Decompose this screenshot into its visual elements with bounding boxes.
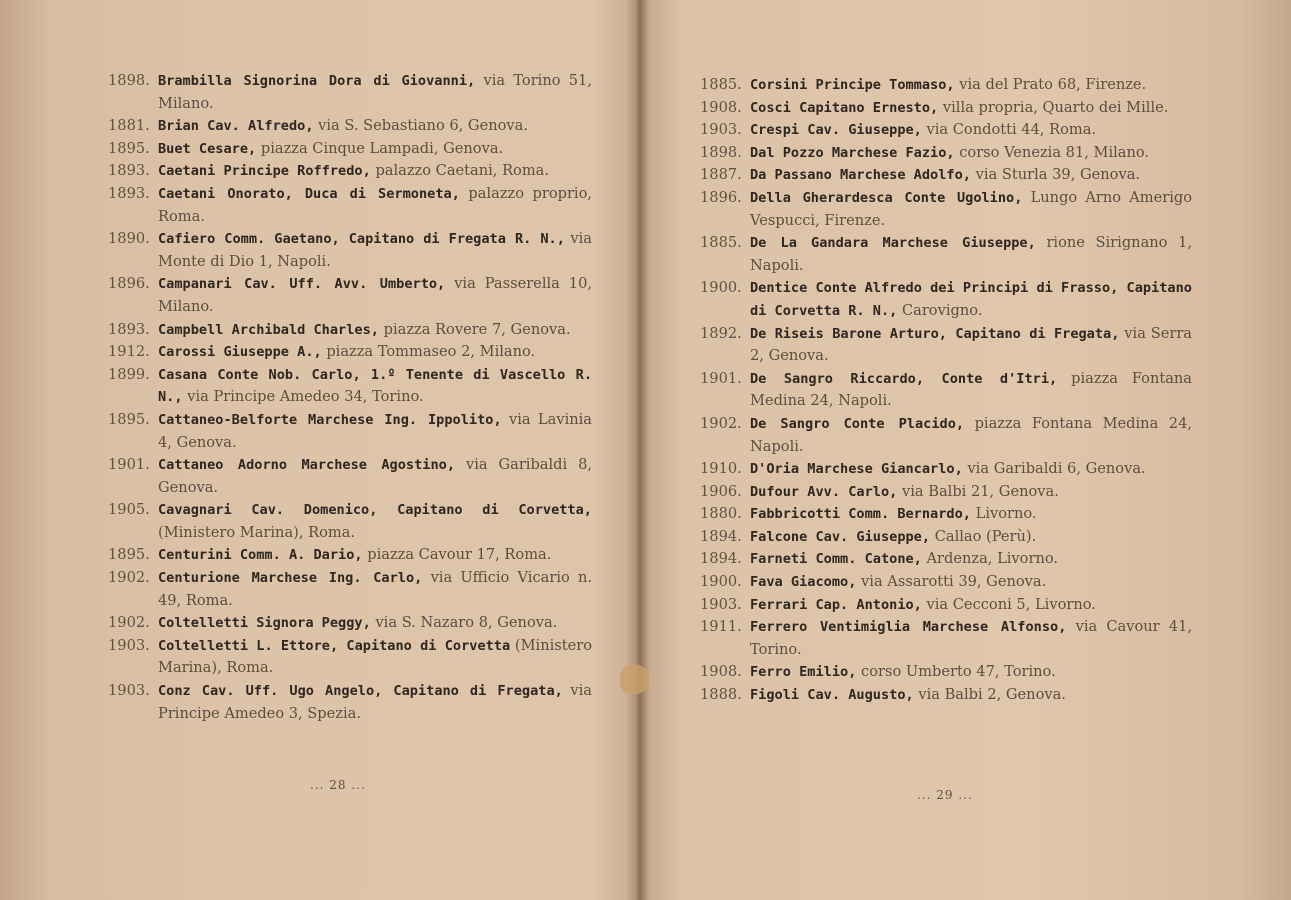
list-item: [700, 571, 1192, 594]
entry-name: De Riseis Barone Arturo, Capitano di Fregata,: [750, 325, 1120, 342]
entry-address: rione Sirignano 1, Napoli.: [750, 234, 1192, 274]
entry-year: 1903.: [700, 121, 742, 139]
entry-address: via Garibaldi 8, Genova.: [158, 456, 593, 496]
entry-year: 1905.: [108, 501, 150, 519]
entry-name: Centurini Comm. A. Dario,: [158, 547, 363, 564]
entry-address: Lungo Arno Amerigo Vespucci, Firenze.: [750, 188, 1192, 229]
entry-year: 1887.: [700, 166, 742, 184]
right-page: [640, 0, 1291, 900]
entry-address: via Principe Amedeo 3, Spezia.: [158, 682, 593, 722]
list-item: [700, 413, 1192, 458]
list-item: [700, 481, 1192, 504]
entry-address: via Balbi 2, Genova.: [918, 686, 1066, 704]
entry-year: 1898.: [700, 143, 742, 161]
entry-year: 1908.: [700, 98, 742, 116]
entry-name: Cavagnari Cav. Domenico, Capitano di Corvetta,: [158, 502, 592, 519]
entry-name: Caetani Onorato, Duca di Sermoneta,: [158, 185, 460, 202]
entry-year: 1892.: [700, 324, 742, 342]
entry-name: Carossi Giuseppe A.,: [158, 344, 322, 361]
entry-name: De La Gandara Marchese Giuseppe,: [750, 235, 1036, 252]
entry-name: Cosci Capitano Ernesto,: [750, 99, 939, 116]
entry-name: Ferrero Ventimiglia Marchese Alfonso,: [750, 619, 1067, 636]
left-page: [0, 0, 638, 900]
list-item: [108, 499, 592, 544]
entry-name: Cattaneo-Belforte Marchese Ing. Ippolito,: [158, 411, 502, 428]
entry-address: palazzo Caetani, Roma.: [375, 162, 550, 180]
entry-address: via S. Sebastiano 6, Genova.: [318, 117, 528, 135]
entry-year: 1896.: [700, 188, 742, 206]
entry-name: Fabbricotti Comm. Bernardo,: [750, 506, 971, 523]
list-item: [108, 454, 592, 499]
entry-address: Carovigno.: [901, 301, 983, 319]
entry-address: piazza Cavour 17, Roma.: [367, 546, 552, 564]
list-item: [700, 74, 1192, 97]
entry-year: 1900.: [700, 573, 742, 591]
entry-year: 1899.: [108, 365, 150, 383]
entry-name: Dal Pozzo Marchese Fazio,: [750, 144, 955, 161]
list-item: [108, 612, 592, 635]
entry-name: Ferro Emilio,: [750, 664, 857, 681]
list-item: [700, 323, 1192, 368]
entry-address: piazza Fontana Medina 24, Napoli.: [750, 414, 1193, 455]
entry-address: palazzo proprio, Roma.: [158, 184, 593, 225]
entry-name: Brambilla Signorina Dora di Giovanni,: [158, 73, 476, 89]
entry-name: Falcone Cav. Giuseppe,: [750, 528, 931, 545]
entry-address: via Monte di Dio 1, Napoli.: [158, 230, 592, 270]
list-item: [700, 187, 1192, 232]
list-item: [700, 232, 1192, 277]
entry-name: Casana Conte Nob. Carlo, 1.º Tenente di Vascello R. N.,: [158, 366, 592, 406]
entry-address: via Lavinia 4, Genova.: [158, 410, 593, 451]
list-item: [108, 138, 592, 161]
entry-year: 1912.: [108, 343, 150, 361]
entry-address: Livorno.: [975, 505, 1037, 523]
list-item: [108, 680, 592, 725]
entry-address: via Passerella 10, Milano.: [158, 275, 592, 315]
entry-year: 1911.: [700, 618, 742, 636]
entry-name: Ferrari Cap. Antonio,: [750, 596, 922, 613]
entry-year: 1881.: [108, 117, 150, 135]
entry-year: 1894.: [700, 550, 742, 568]
entry-address: piazza Rovere 7, Genova.: [383, 320, 571, 338]
entry-year: 1893.: [108, 320, 150, 338]
entry-address: Callao (Perù).: [934, 527, 1037, 545]
list-item: [700, 526, 1192, 549]
entry-year: 1895.: [108, 410, 150, 428]
entry-name: D'Oria Marchese Giancarlo,: [750, 461, 963, 478]
entry-name: Della Gherardesca Conte Ugolino,: [750, 189, 1023, 206]
entry-address: via S. Nazaro 8, Genova.: [375, 614, 558, 632]
member-list-left: [108, 70, 592, 725]
list-item: [108, 228, 592, 273]
entry-name: Centurione Marchese Ing. Carlo,: [158, 570, 423, 587]
entry-name: Campanari Cav. Uff. Avv. Umberto,: [158, 276, 446, 293]
list-item: [700, 594, 1192, 617]
list-item: [700, 616, 1192, 661]
entry-year: 1903.: [108, 636, 150, 654]
entry-address: via Assarotti 39, Genova.: [861, 573, 1047, 591]
list-item: [108, 70, 592, 115]
entry-address: corso Umberto 47, Torino.: [861, 663, 1056, 681]
entry-name: Buet Cesare,: [158, 140, 257, 157]
entry-year: 1895.: [108, 546, 150, 564]
list-item: [700, 661, 1192, 684]
entry-address: piazza Cinque Lampadi, Genova.: [260, 139, 504, 157]
entry-name: Farneti Comm. Catone,: [750, 551, 922, 568]
list-item: [700, 503, 1192, 526]
entry-year: 1906.: [700, 482, 742, 500]
list-item: [108, 273, 592, 318]
list-item: [108, 544, 592, 567]
entry-name: Figoli Cav. Augusto,: [750, 687, 914, 704]
entry-address: corso Venezia 81, Milano.: [959, 143, 1150, 161]
entry-address: Ardenza, Livorno.: [926, 550, 1059, 568]
list-item: [700, 684, 1192, 707]
list-item: [108, 115, 592, 138]
entry-address: via del Prato 68, Firenze.: [959, 76, 1147, 93]
entry-address: via Sturla 39, Genova.: [975, 166, 1141, 184]
entry-year: 1890.: [108, 230, 150, 248]
entry-name: Conz Cav. Uff. Ugo Angelo, Capitano di Fregata,: [158, 683, 563, 700]
entry-year: 1902.: [108, 614, 150, 632]
entry-name: Da Passano Marchese Adolfo,: [750, 167, 971, 184]
entry-name: Caetani Principe Roffredo,: [158, 163, 371, 180]
list-item: [108, 183, 592, 228]
entry-name: Coltelletti L. Ettore, Capitano di Corvetta: [158, 637, 511, 654]
list-item: [700, 142, 1192, 165]
list-item: [108, 319, 592, 342]
entry-name: De Sangro Conte Placido,: [750, 415, 965, 432]
entry-name: Dufour Avv. Carlo,: [750, 483, 898, 500]
entry-address: via Condotti 44, Roma.: [926, 121, 1097, 139]
entry-address: piazza Fontana Medina 24, Napoli.: [750, 369, 1193, 410]
entry-year: 1880.: [700, 505, 742, 523]
list-item: [700, 97, 1192, 120]
list-item: [108, 409, 592, 454]
entry-name: Cafiero Comm. Gaetano, Capitano di Fregata R. N.,: [158, 231, 565, 248]
entry-name: Crespi Cav. Giuseppe,: [750, 122, 922, 139]
entry-address: via Cecconi 5, Livorno.: [926, 595, 1096, 613]
entry-year: 1895.: [108, 139, 150, 157]
entry-name: Cattaneo Adorno Marchese Agostino,: [158, 457, 456, 474]
entry-name: Brian Cav. Alfredo,: [158, 118, 314, 135]
entry-year: 1903.: [700, 595, 742, 613]
list-item: [700, 368, 1192, 413]
page-number-right: ... 29 ...: [917, 788, 973, 802]
entry-year: 1908.: [700, 663, 742, 681]
list-item: [700, 119, 1192, 142]
entry-year: 1885.: [700, 234, 742, 252]
list-item: [700, 277, 1192, 322]
entry-address: via Principe Amedeo 34, Torino.: [187, 388, 424, 406]
entry-year: 1900.: [700, 279, 742, 297]
entry-year: 1893.: [108, 162, 150, 180]
entry-year: 1896.: [108, 275, 150, 293]
entry-name: Fava Giacomo,: [750, 574, 857, 591]
entry-year: 1902.: [700, 414, 742, 432]
list-item: [700, 164, 1192, 187]
entry-year: 1903.: [108, 682, 150, 700]
entry-year: 1901.: [108, 456, 150, 474]
member-list-right: [700, 74, 1192, 707]
entry-address: (Ministero Marina), Roma.: [158, 523, 356, 541]
entry-year: 1901.: [700, 369, 742, 387]
entry-address: via Torino 51, Milano.: [158, 72, 592, 112]
entry-address: (Ministero Marina), Roma.: [158, 636, 593, 677]
entry-address: via Garibaldi 6, Genova.: [967, 460, 1146, 478]
entry-address: via Ufficio Vicario n. 49, Roma.: [158, 569, 592, 609]
entry-year: 1888.: [700, 686, 742, 704]
entry-year: 1902.: [108, 569, 150, 587]
entry-year: 1910.: [700, 460, 742, 478]
entry-year: 1894.: [700, 527, 742, 545]
list-item: [108, 160, 592, 183]
list-item: [700, 548, 1192, 571]
entry-name: Dentice Conte Alfredo dei Principi di Frasso, Capitano di Corvetta R. N.,: [750, 280, 1192, 319]
entry-name: Corsini Principe Tommaso,: [750, 77, 955, 93]
entry-name: Campbell Archibald Charles,: [158, 321, 379, 338]
page-number-left: ... 28 ...: [310, 778, 366, 792]
entry-address: via Serra 2, Genova.: [750, 324, 1193, 365]
entry-address: villa propria, Quarto dei Mille.: [942, 98, 1169, 116]
entry-address: via Cavour 41, Torino.: [750, 618, 1193, 658]
entry-year: 1885.: [700, 76, 742, 93]
list-item: [108, 364, 592, 409]
entry-year: 1893.: [108, 184, 150, 202]
list-item: [700, 458, 1192, 481]
entry-address: via Balbi 21, Genova.: [901, 482, 1059, 500]
entry-year: 1898.: [108, 72, 150, 89]
list-item: [108, 567, 592, 612]
entry-name: De Sangro Riccardo, Conte d'Itri,: [750, 370, 1058, 387]
list-item: [108, 341, 592, 364]
entry-name: Coltelletti Signora Peggy,: [158, 615, 371, 632]
list-item: [108, 635, 592, 680]
entry-address: piazza Tommaseo 2, Milano.: [326, 343, 536, 361]
